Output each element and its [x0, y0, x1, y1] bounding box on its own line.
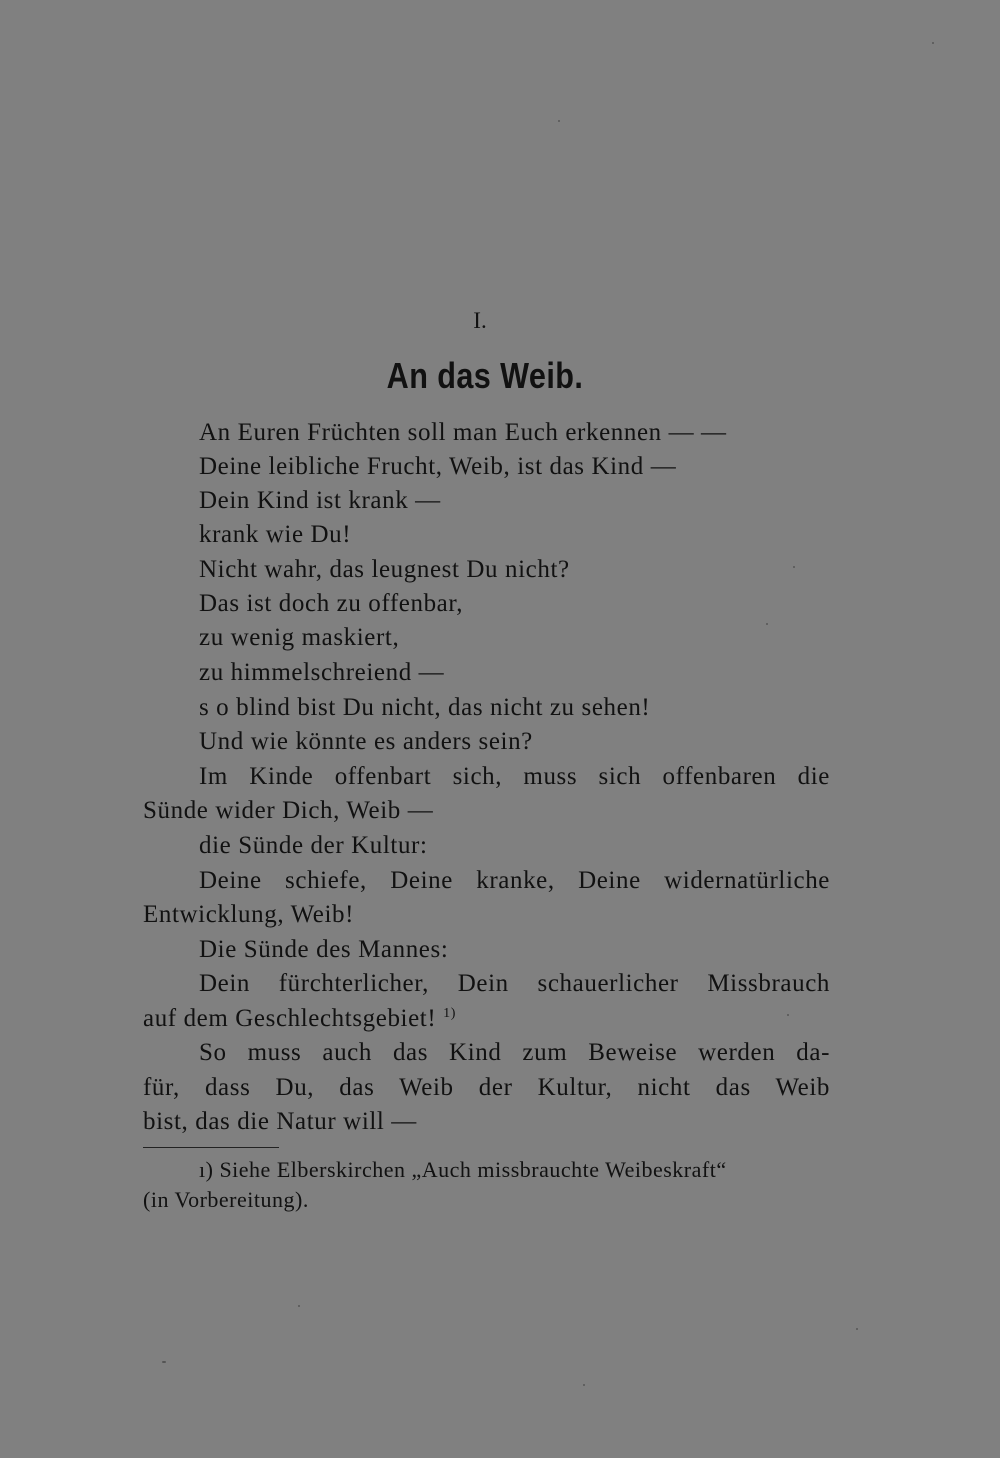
- footnote-reference: 1): [443, 1006, 456, 1021]
- footnote-divider: [143, 1147, 279, 1148]
- poem-line: So muss auch das Kind zum Beweise werden da-: [199, 1039, 830, 1066]
- paper-speck: [162, 1361, 166, 1363]
- paper-speck: [766, 623, 768, 625]
- poem-line: Und wie könnte es anders sein?: [199, 728, 533, 755]
- poem-line: Deine leibliche Frucht, Weib, ist das Kind —: [199, 453, 677, 480]
- paper-speck: [558, 120, 560, 122]
- poem-line: Sünde wider Dich, Weib —: [143, 797, 434, 824]
- paper-speck: [787, 1014, 789, 1016]
- poem-line: [143, 1004, 456, 1034]
- paper-speck: [932, 42, 934, 44]
- paper-speck: [793, 566, 795, 568]
- poem-line: s o blind bist Du nicht, das nicht zu sehen!: [199, 694, 651, 721]
- poem-line: Dein Kind ist krank —: [199, 487, 441, 514]
- poem-line: bist, das die Natur will —: [143, 1108, 417, 1135]
- poem-line: Dein fürchterlicher, Dein schauerlicher Missbrauch: [199, 970, 830, 997]
- paper-speck: [583, 1384, 585, 1386]
- poem-line: Im Kinde offenbart sich, muss sich offenbaren die: [199, 763, 830, 790]
- chapter-number: I.: [473, 308, 487, 333]
- poem-line: zu himmelschreiend —: [199, 659, 445, 686]
- paper-speck: [298, 1305, 300, 1307]
- footnote-text: (in Vorbereitung).: [143, 1187, 309, 1212]
- poem-line: Entwicklung, Weib!: [143, 901, 355, 928]
- chapter-title: An das Weib.: [386, 355, 584, 396]
- poem-line: zu wenig maskiert,: [199, 624, 400, 651]
- poem-line: die Sünde der Kultur:: [199, 832, 428, 859]
- poem-line-text: auf dem Geschlechtsgebiet!: [143, 1005, 437, 1032]
- footnote-text: ı) Siehe Elberskirchen „Auch missbrauchte Weibeskraft“: [199, 1157, 727, 1182]
- poem-line: für, dass Du, das Weib der Kultur, nicht das Weib: [143, 1074, 830, 1101]
- paper-speck: [856, 1328, 858, 1330]
- poem-line: An Euren Früchten soll man Euch erkennen — —: [199, 419, 727, 446]
- poem-line: Deine schiefe, Deine kranke, Deine widernatürliche: [199, 867, 830, 894]
- poem-line: Nicht wahr, das leugnest Du nicht?: [199, 556, 570, 583]
- poem-line: Die Sünde des Mannes:: [199, 936, 449, 963]
- poem-line: krank wie Du!: [199, 521, 352, 548]
- poem-line: Das ist doch zu offenbar,: [199, 590, 464, 617]
